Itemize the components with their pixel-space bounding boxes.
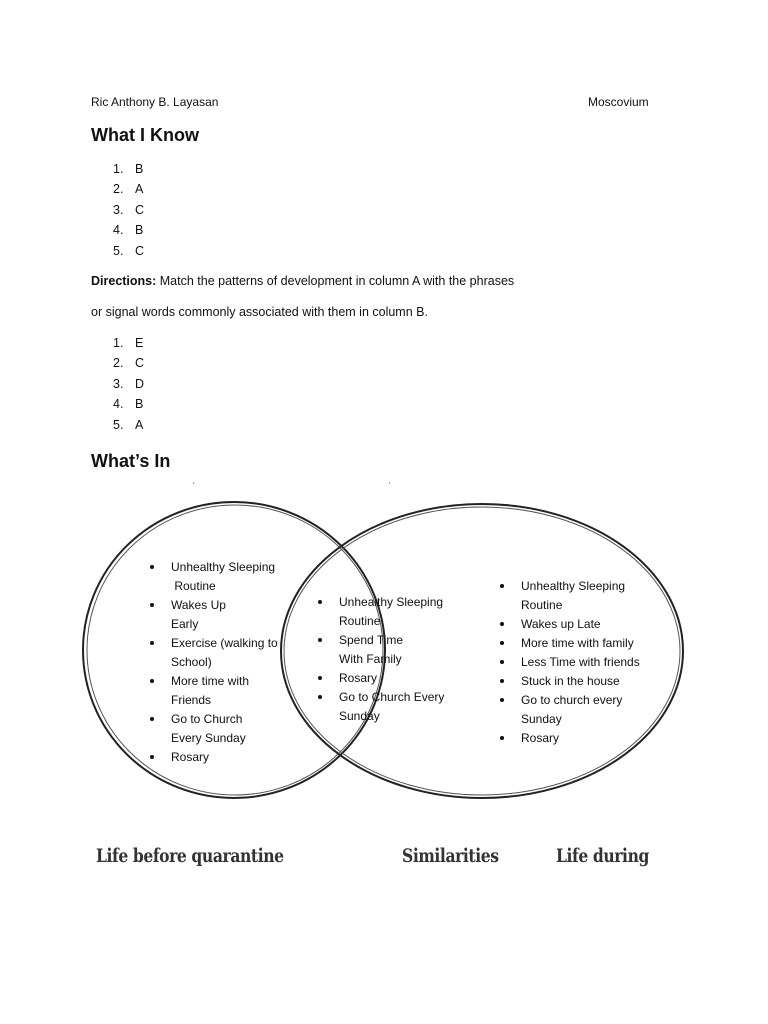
answer-item: 3. C: [113, 203, 145, 217]
what-i-know-heading: What I Know: [91, 125, 199, 145]
venn-item: Unhealthy Sleeping Routine: [315, 593, 465, 631]
whats-in-heading: What’s In: [91, 451, 171, 471]
venn-item: Unhealthy Sleeping Routine: [497, 577, 667, 615]
student-name: Ric Anthony B. Layasan: [91, 95, 219, 109]
what-i-know-answers: [113, 162, 233, 272]
venn-item: Exercise (walking to School): [147, 634, 292, 672]
venn-item: Rosary: [497, 729, 667, 748]
directions-line-2: or signal words commonly associated with them in column B.: [91, 305, 428, 319]
venn-left-list: [147, 558, 292, 767]
answer-item: 4. B: [113, 397, 144, 411]
answer-item: 5. A: [113, 418, 144, 432]
venn-item: More time with family: [497, 634, 667, 653]
venn-item: More time with Friends: [147, 672, 292, 710]
venn-item: Wakes up Late: [497, 615, 667, 634]
directions-line-1: Directions: Match the patterns of development in column A with the phrases: [91, 274, 515, 288]
section-name: Moscovium: [588, 95, 649, 109]
venn-item: Rosary: [147, 748, 292, 767]
venn-item: Less Time with friends: [497, 653, 667, 672]
venn-item: Go to Church Every Sunday: [147, 710, 292, 748]
answer-item: 1. E: [113, 336, 144, 350]
venn-item: Wakes Up Early: [147, 596, 292, 634]
answer-item: 2. C: [113, 356, 145, 370]
caption-similarities: Similarities: [402, 845, 499, 867]
answer-item: 1. B: [113, 162, 144, 176]
answer-item: 5. C: [113, 244, 145, 258]
answer-item: 4. B: [113, 223, 144, 237]
caption-life-during: Life during: [556, 845, 649, 867]
venn-item: Unhealthy Sleeping Routine: [147, 558, 292, 596]
venn-item: Spend Time With Family: [315, 631, 465, 669]
venn-item: Go to Church Every Sunday: [315, 688, 465, 726]
answer-item: 3. D: [113, 377, 145, 391]
caption-life-before: Life before quarantine: [96, 845, 284, 867]
answer-item: 2. A: [113, 182, 144, 196]
venn-item: Rosary: [315, 669, 465, 688]
scan-mark: ': [193, 481, 195, 490]
venn-middle-list: [315, 593, 465, 726]
directions-answers: [113, 336, 233, 446]
venn-right-list: [497, 577, 667, 748]
venn-item: Stuck in the house: [497, 672, 667, 691]
scan-mark: ': [389, 481, 391, 490]
venn-item: Go to church every Sunday: [497, 691, 667, 729]
